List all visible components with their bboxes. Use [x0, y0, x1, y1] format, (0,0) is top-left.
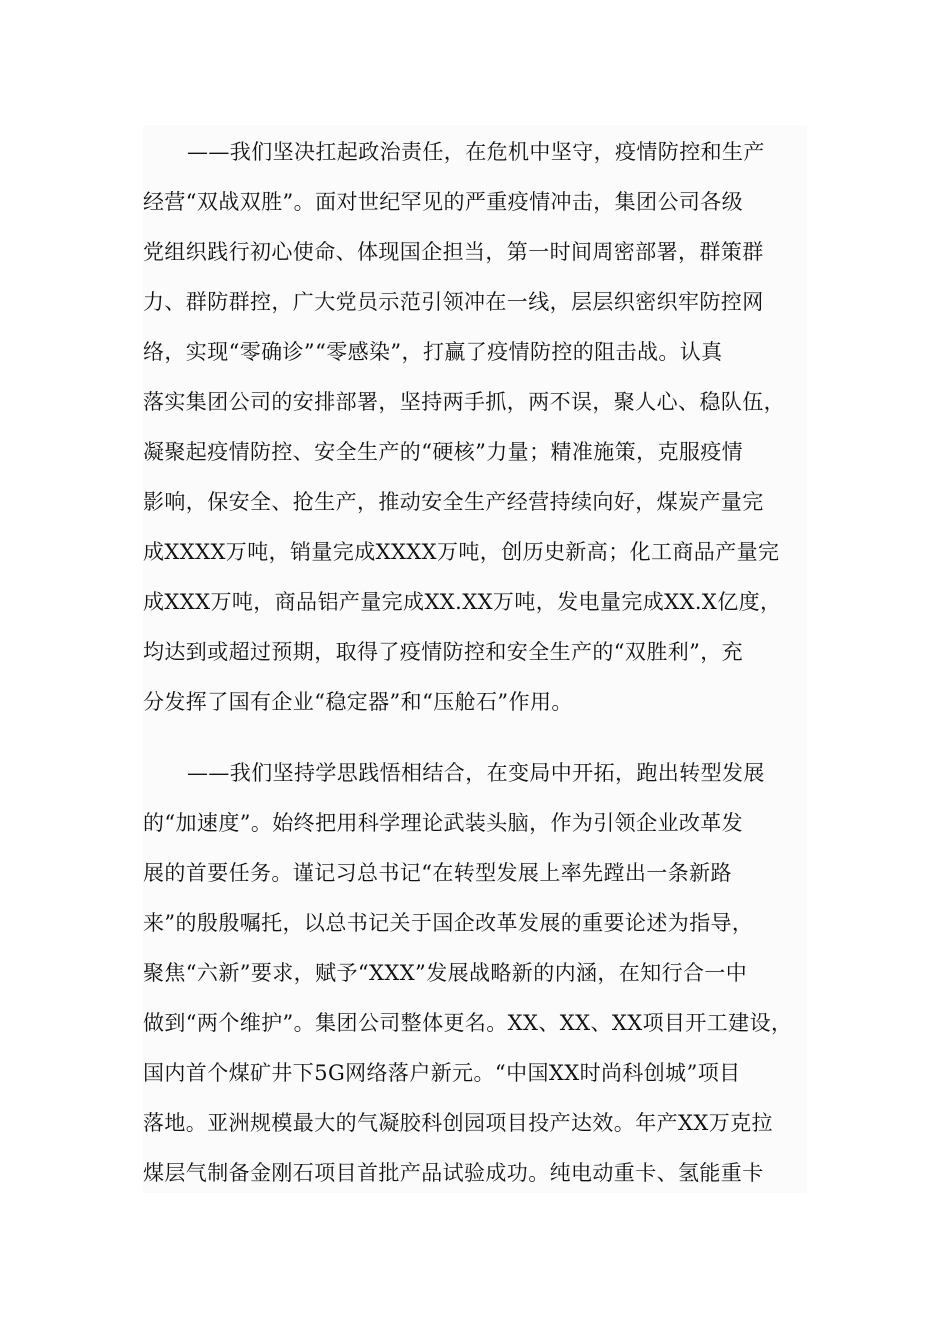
text-line: 聚焦“六新”要求，赋予“XXX”发展战略新的内涵，在知行合一中	[143, 961, 748, 985]
text-line: 落地。亚洲规模最大的气凝胶科创园项目投产达效。年产XX万克拉	[143, 1111, 773, 1135]
text-line: ——我们坚决扛起政治责任，在危机中坚守，疫情防控和生产	[187, 140, 765, 164]
text-line: ——我们坚持学思践悟相结合，在变局中开拓，跑出转型发展	[187, 761, 765, 785]
text-line: 影响，保安全、抢生产，推动安全生产经营持续向好，煤炭产量完	[143, 490, 764, 514]
text-line: 凝聚起疫情防控、安全生产的“硬核”力量；精准施策，克服疫情	[143, 440, 744, 464]
text-line: 煤层气制备金刚石项目首批产品试验成功。纯电动重卡、氢能重卡	[143, 1161, 764, 1185]
text-line: 均达到或超过预期，取得了疫情防控和安全生产的“双胜利”，充	[143, 640, 744, 664]
text-line: 力、群防群控，广大党员示范引领冲在一线，层层织密织牢防控网	[143, 290, 764, 314]
text-line: 分发挥了国有企业“稳定器”和“压舱石”作用。	[143, 690, 573, 714]
text-line: 经营“双战双胜”。面对世纪罕见的严重疫情冲击，集团公司各级	[143, 190, 744, 214]
text-line: 国内首个煤矿井下5G网络落户新元。“中国XX时尚科创城”项目	[143, 1061, 741, 1085]
text-line: 党组织践行初心使命、体现国企担当，第一时间周密部署，群策群	[143, 240, 764, 264]
document-body	[143, 125, 807, 1193]
text-line: 来”的殷殷嘱托，以总书记关于国企改革发展的重要论述为指导，	[143, 911, 754, 935]
text-line: 成XXXX万吨，销量完成XXXX万吨，创历史新高；化工商品产量完	[143, 540, 780, 564]
text-line: 展的首要任务。谨记习总书记“在转型发展上率先蹚出一条新路	[143, 861, 732, 885]
text-line: 的“加速度”。始终把用科学理论武装头脑，作为引领企业改革发	[143, 811, 744, 835]
text-line: 成XXX万吨，商品铝产量完成XX.XX万吨，发电量完成XX.X亿度，	[143, 590, 782, 614]
text-line: 络，实现“零确诊”“零感染”，打赢了疫情防控的阻击战。认真	[143, 340, 723, 364]
text-line: 落实集团公司的安排部署，坚持两手抓，两不误，聚人心、稳队伍，	[143, 390, 785, 414]
text-line: 做到“两个维护”。集团公司整体更名。XX、XX、XX项目开工建设，	[143, 1011, 793, 1035]
